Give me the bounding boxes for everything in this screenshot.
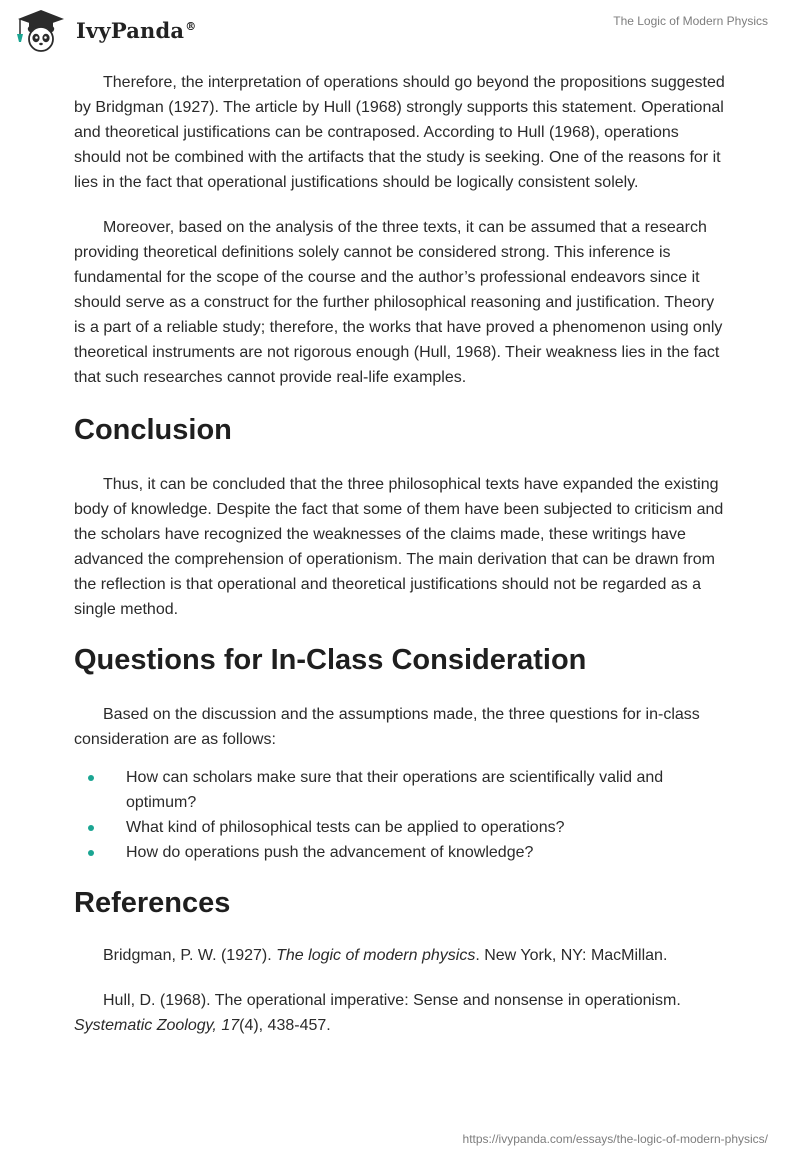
references-heading: References [74,887,231,919]
question-text: How can scholars make sure that their operations are scientifically valid and optimum? [126,769,664,811]
questions-list [74,765,730,865]
reference-entry: Bridgman, P. W. (1927). The logic of modern physics. New York, NY: MacMillan. [103,947,668,964]
ivypanda-logo[interactable] [12,8,196,52]
question-text: How do operations push the advancement of knowledge? [126,844,534,861]
questions-intro: Based on the discussion and the assumptions made, the three questions for in-class consideration are as follows: [74,706,700,748]
questions-heading: Questions for In-Class Consideration [74,644,587,676]
bullet-icon [88,825,94,831]
reference-entry: Hull, D. (1968). The operational imperative: Sense and nonsense in operationism. Systematic Zoology, 17(4), 438-457. [74,992,681,1034]
bullet-icon [88,775,94,781]
body-paragraph-1: Therefore, the interpretation of operations should go beyond the propositions suggested by Bridgman (1927). The article by Hull (1968) strongly supports this statement. Operational and theoretical justifications can be contraposed. According to Hull (1968), operations should not be combined with the artifacts that the study is seeking. One of the reasons for it lies in the fact that operational justifications should be logically consistent solely. [74,74,725,191]
panda-graduate-icon [12,8,70,52]
source-url[interactable]: https://ivypanda.com/essays/the-logic-of-modern-physics/ [462,1132,768,1146]
list-item [74,840,730,865]
document-title: The Logic of Modern Physics [613,14,768,28]
conclusion-paragraph: Thus, it can be concluded that the three philosophical texts have expanded the existing body of knowledge. Despite the fact that some of them have been subjected to criticism and the scholars have recognized the weaknesses of the claims made, these writings have advanced the comprehension of operationism. The main derivation that can be drawn from the reflection is that operational and theoretical justifications should not be regarded as a single method. [74,476,724,618]
bullet-icon [88,850,94,856]
body-paragraph-2: Moreover, based on the analysis of the three texts, it can be assumed that a research providing theoretical definitions solely cannot be considered strong. This inference is fundamental for the scope of the course and the author’s professional endeavors since it should serve as a construct for the further philosophical reasoning and justification. Theory is a part of a reliable study; therefore, the works that have proved a phenomenon using only theoretical instruments are not rigorous enough (Hull, 1968). Their weakness lies in the fact that such researches cannot provide real-life examples. [74,219,723,386]
conclusion-heading: Conclusion [74,414,232,446]
essay-content [74,70,730,1058]
list-item [74,765,730,815]
page-header [0,0,800,60]
question-text: What kind of philosophical tests can be applied to operations? [126,819,565,836]
logo-wordmark: IvyPanda® [76,17,197,43]
list-item [74,815,730,840]
